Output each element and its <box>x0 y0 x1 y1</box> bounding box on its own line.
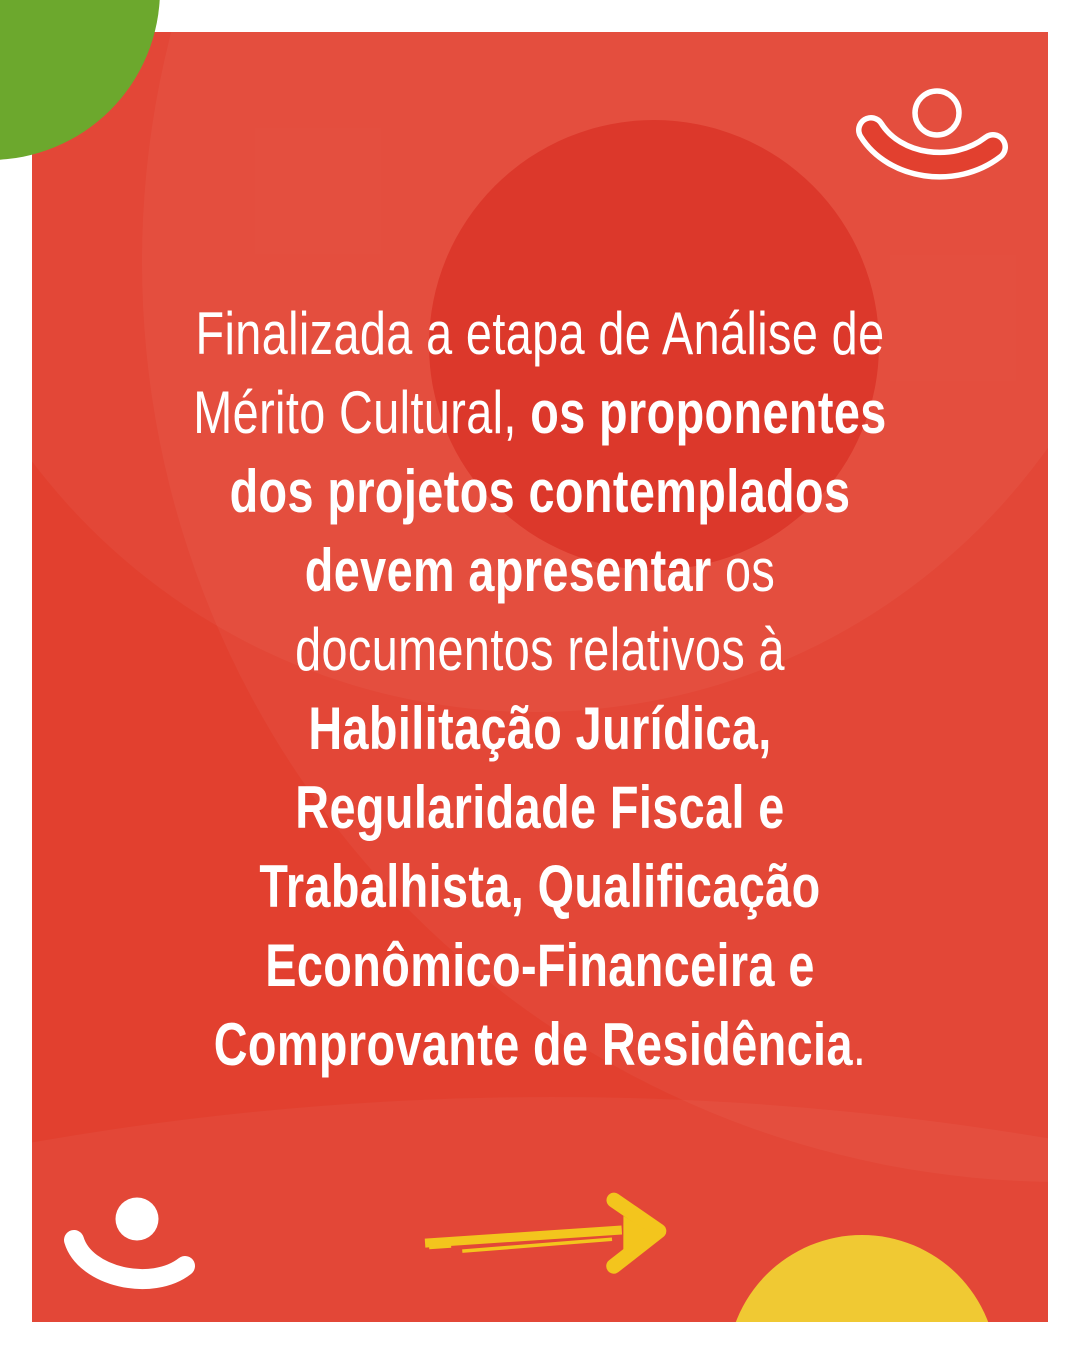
text-segment-bold: Habilitação Jurídica, <box>308 695 772 762</box>
text-segment: Mérito Cultural, <box>193 379 531 446</box>
text-segment-bold: Econômico-Financeira e <box>265 932 815 999</box>
text-segment-bold: os proponentes <box>530 379 887 446</box>
text-line <box>144 452 936 531</box>
person-head-and-arm-solid-icon <box>57 1182 227 1317</box>
text-segment-bold: Comprovante de Residência <box>213 1011 853 1078</box>
text-segment: documentos relativos à <box>295 616 785 683</box>
poster-canvas <box>32 32 1048 1322</box>
text-segment: os <box>711 537 776 604</box>
brush-arrow-right-icon <box>416 1189 673 1291</box>
text-segment-bold: Regularidade Fiscal e <box>295 774 785 841</box>
person-head-and-arm-outline-icon <box>854 85 1014 205</box>
text-line <box>144 689 936 768</box>
text-segment-bold: devem apresentar <box>304 537 712 604</box>
text-segment-bold: dos projetos contemplados <box>229 458 851 525</box>
text-line <box>144 768 936 847</box>
text-line <box>144 294 936 373</box>
text-segment: . <box>852 1011 867 1078</box>
text-line <box>144 926 936 1005</box>
text-line <box>144 610 936 689</box>
text-line <box>144 847 936 926</box>
text-segment: Finalizada a etapa de Análise de <box>195 300 885 367</box>
text-line <box>144 1005 936 1084</box>
poster-text <box>144 294 936 1084</box>
text-segment-bold: Trabalhista, Qualificação <box>259 853 821 920</box>
text-line <box>144 373 936 452</box>
text-line <box>144 531 936 610</box>
